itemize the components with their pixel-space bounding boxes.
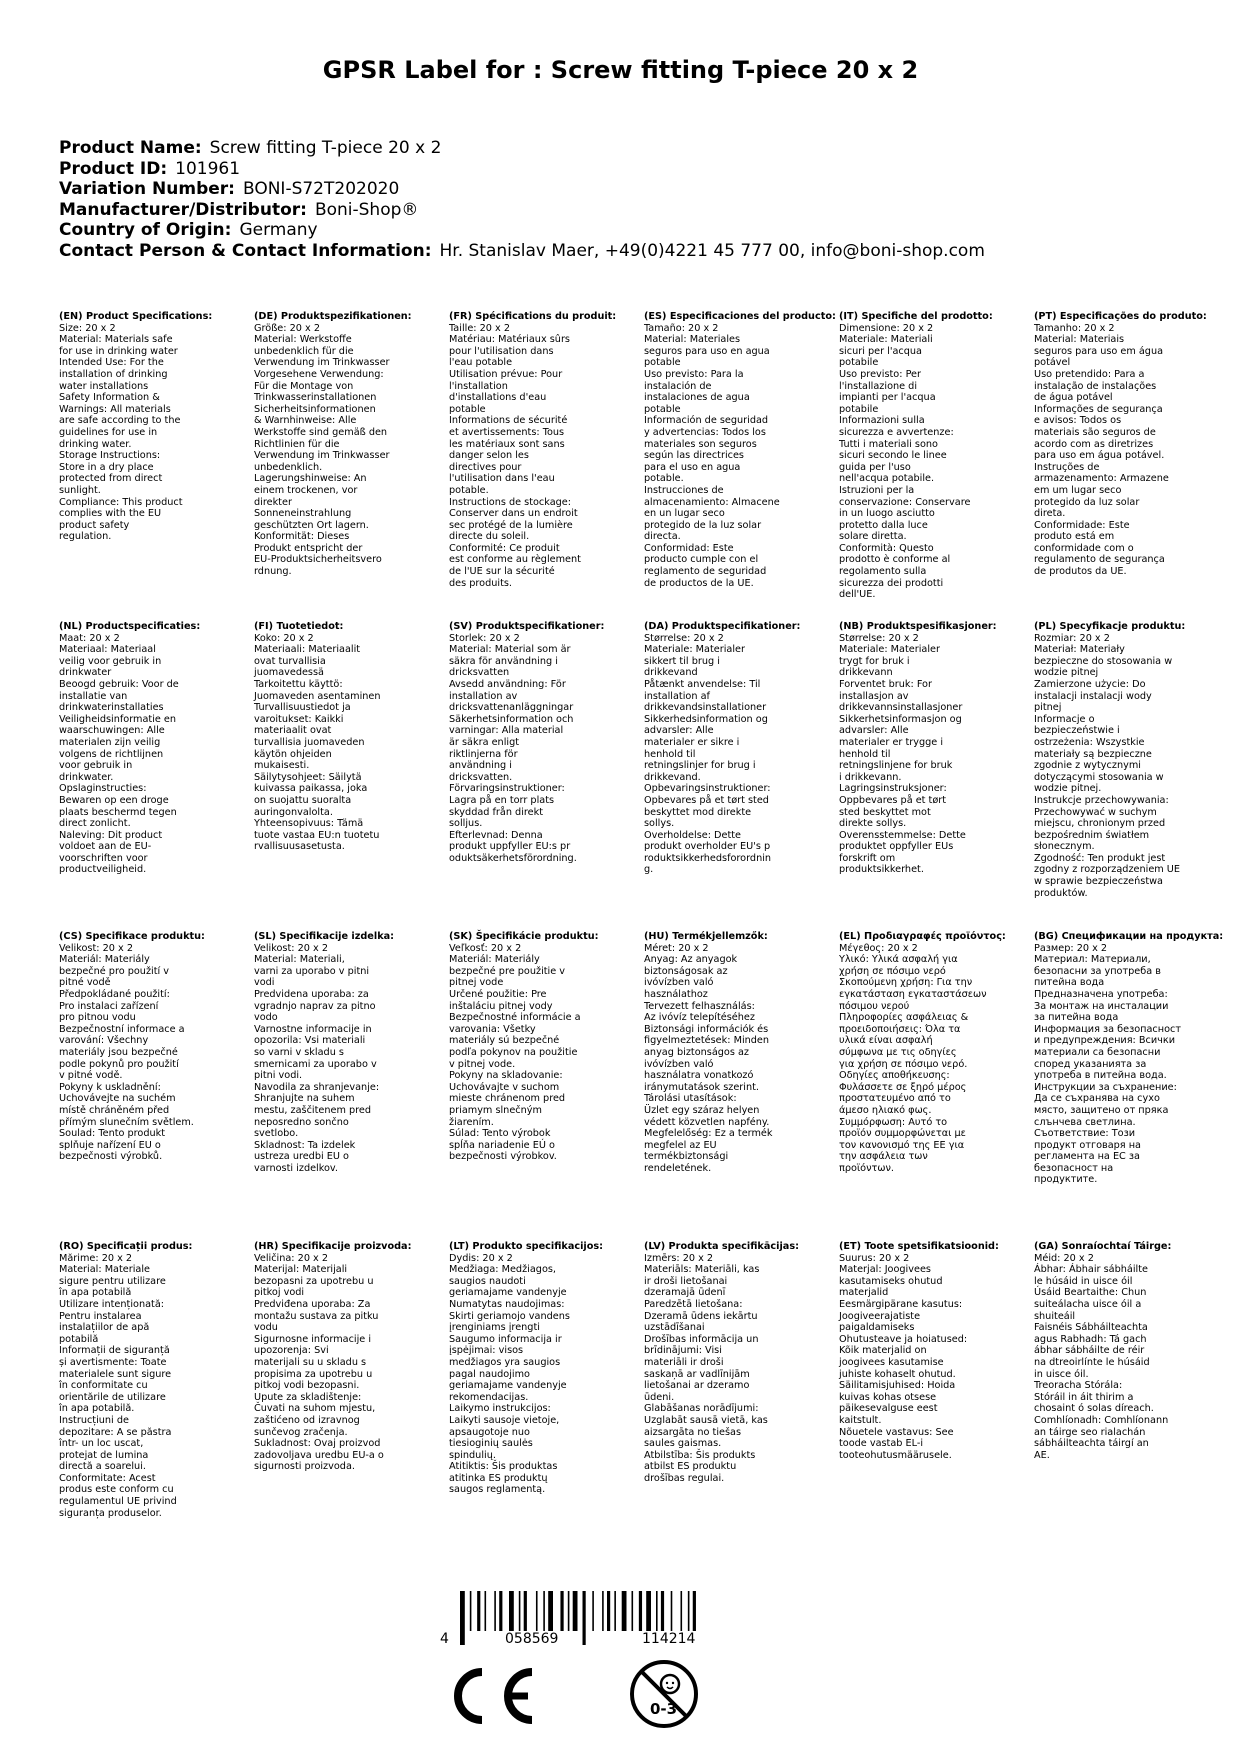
barcode-bar [524, 1591, 527, 1631]
spec-heading: (ES) Especificaciones del producto: [644, 311, 836, 322]
spec-text: Velikost: 20 x 2 Materiál: Materiály bezpečné pro použití v pitné vodě Předpokládané použití: Pro instalaci zařízení pro pitnou vodu Bezpečnostní informace a varování: Všechny materiály jsou bezpečné podle pokynů pro použití v pitné vodě. Pokyny k uskladnění: Uchovávejte na suchém místě chráněném před přímým slunečním světlem. Soulad: Tento produkt splňuje nařízení EU o bezpečnosti výrobků. [59, 942, 194, 1163]
spec-text: Größe: 20 x 2 Material: Werkstoffe unbedenklich für die Verwendung im Trinkwasser Vorgesehene Verwendung: Für die Montage von Trinkwasserinstallationen Sicherheitsinformationen & Warnhinweise: Alle Werkstoffe sind gemäß den Richtlinien für die Verwendung im Trinkwasser unbedenklich. Lagerungshinweise: An einem trockenen, vor direkter Sonneneinstrahlung geschützten Ort lagern. Konformität: Dieses Produkt entspricht der EU-Produktsicherheitsvero rdnung. [254, 322, 390, 578]
spec-text: Størrelse: 20 x 2 Materiale: Materialer trygt for bruk i drikkevann Forventet bruk: For installasjon av drikkevannsinstallasjoner Sikkerhetsinformasjon og advarsler: Alle materialer er trygge i henhold til retningslinjene for bruk i drikkevann. Lagringsinstruksjoner: Oppbevares på et tørt sted beskyttet mot direkte sollys. Overensstemmelse: Dette produktet oppfyller EUs forskrift om produktsikkerhet. [839, 632, 966, 876]
spec-block [1034, 931, 1226, 1186]
spec-heading: (HU) Termékjellemzők: [644, 931, 768, 942]
barcode-digits-1: 4 [440, 1631, 449, 1647]
barcode-bar [460, 1591, 465, 1645]
spec-text: Méret: 20 x 2 Anyag: Az anyagok biztonságosak az ivóvízben való használathoz Tervezett felhasználás: Az ivóvíz telepítéséhez Biztonsági információk és figyelmeztetések: Minden anyag biztonságos az ivóvízben való használatra vonatkozó iránymutatások szerint. Tárolási utasítások: Üzlet egy száraz helyen védett közvetlen napfény. Megfelelőség: Ez a termék megfelel az EU termékbiztonsági rendeletének. [644, 942, 773, 1174]
barcode-bar [592, 1591, 594, 1631]
spec-heading: (SL) Specifikacije izdelka: [254, 931, 395, 942]
spec-text: Rozmiar: 20 x 2 Materiał: Materiały bezpieczne do stosowania w wodzie pitnej Zamierzone użycie: Do instalacji instalacji wody pitnej Informacje o bezpieczeństwie i ostrzeżenia: Wszystkie materiały są bezpieczne zgodnie z wytycznymi dotyczącymi stosowania w wodzie pitnej. Instrukcje przechowywania: Przechowywać w suchym miejscu, chronionym przed bezpośrednim światłem słonecznym. Zgodność: Ten produkt jest zgodny z rozporządzeniem UE w sprawie bezpieczeństwa produktów. [1034, 632, 1181, 899]
info-value: Hr. Stanislav Maer, +49(0)4221 45 777 00, info@boni-shop.com [439, 240, 985, 261]
spec-heading: (BG) Спецификации на продукта: [1034, 931, 1224, 942]
info-value: Germany [239, 220, 318, 241]
barcode-bar [509, 1591, 514, 1631]
spec-text: Koko: 20 x 2 Materiaali: Materiaalit ovat turvallisia juomavedessä Tarkoitettu käyttö: Juomaveden asentaminen Turvallisuustiedot ja varoitukset: Kaikki materiaalit ovat turvallisia juomaveden käytön ohjeiden mukaisesti. Säilytysohjeet: Säilytä kuivassa paikassa, joka on suojattu suoralta auringonvalolta. Yhteensopivuus: Tämä tuote vastaa EU:n tuotetu rvallisuusasetusta. [254, 632, 381, 853]
barcode-bar [607, 1591, 610, 1631]
page-title: GPSR Label for : Screw fitting T-piece 20 x 2 [322, 56, 919, 84]
spec-text: Velikost: 20 x 2 Material: Materiali, varni za uporabo v pitni vodi Predvidena uporaba: za vgradnjo naprav za pitno vodo Varnostne informacije in opozorila: Vsi materiali so varni v skladu s smernicami za uporabo v pitni vodi. Navodila za shranjevanje: Shranjujte na suhem mestu, zaščitenem pred neposredno sončno svetlobo. Skladnost: Ta izdelek ustreza uredbi EU o varnosti izdelkov. [254, 942, 380, 1174]
spec-text: Tamaño: 20 x 2 Material: Materiales seguros para uso en agua potable Uso previsto: Para la instalación de instalaciones de agua potable Información de seguridad y advertencias: Todos los materiales son seguros según las directrices para el uso en agua potable. Instrucciones de almacenamiento: Almacene en un lugar seco protegido de la luz solar directa. Conformidad: Este producto cumple con el reglamento de seguridad de productos de la UE. [644, 322, 780, 589]
barcode-bar [573, 1591, 578, 1631]
barcode-bar [536, 1591, 538, 1631]
product-info [59, 138, 985, 262]
barcode-bar [519, 1591, 521, 1631]
info-label: Manufacturer/Distributor: [59, 199, 307, 220]
spec-block [254, 1241, 446, 1473]
spec-text: Taille: 20 x 2 Matériau: Matériaux sûrs pour l'utilisation dans l'eau potable Utilisation prévue: Pour l'installation d'installations d'eau potable Informations de sécurité et avertissements: Tous les matériaux sont sans danger selon les directives pour l'utilisation dans l'eau potable. Instructions de stockage: Conserver dans un endroit sec protégé de la lumière directe du soleil. Conformité: Ce produit est conforme au règlement de l'UE sur la sécurité des produits. [449, 322, 581, 589]
spec-text: Dydis: 20 x 2 Medžiaga: Medžiagos, saugios naudoti geriamajame vandenyje Numatytas naudojimas: Skirti geriamojo vandens įrenginiams įrengti Saugumo informacija ir įspėjimai: visos medžiagos yra saugios pagal naudojimo geriamajame vandenyje rekomendacijas. Laikymo instrukcijos: Laikyti sausoje vietoje, apsaugotoje nuo tiesioginių saulės spindulių. Atitiktis: Šis produktas atitinka ES produktų saugos reglamentą. [449, 1252, 570, 1496]
barcode-digits-2: 058569 [505, 1631, 559, 1647]
spec-text: Размер: 20 x 2 Материал: Материали, безопасни за употреба в питейна вода Предназначена употреба: За монтаж на инсталации за питейна вода Информация за безопасност и предупреждения: Всички материали са безопасни според указанията за употреба в питейна вода. Инструкции за съхранение: Да се съхранява на сухо място, защитено от пряка слънчева светлина. Съответствие: Този продукт отговаря на регламента на ЕС за безопасност на продуктите. [1034, 942, 1181, 1186]
barcode-digits-3: 114214 [642, 1631, 696, 1647]
info-label: Product Name: [59, 138, 202, 158]
spec-block [839, 931, 1031, 1174]
spec-heading: (DA) Produktspecifikationer: [644, 621, 801, 632]
spec-heading: (RO) Specificații produs: [59, 1241, 193, 1252]
age-warning-0-3-icon [628, 1658, 700, 1730]
barcode-bar [688, 1591, 690, 1631]
spec-heading: (NB) Produktspesifikasjoner: [839, 621, 997, 632]
info-label: Product ID: [59, 158, 168, 179]
spec-block [1034, 311, 1226, 578]
spec-block [254, 311, 446, 578]
spec-block [1034, 621, 1226, 899]
spec-text: Veľkosť: 20 x 2 Materiál: Materiály bezpečné pre použitie v pitnej vode Určené použitie: Pre inštaláciu pitnej vody Bezpečnostné informácie a varovania: Všetky materiály sú bezpečné podľa pokynov na použitie v pitnej vode. Pokyny na skladovanie: Uchovávajte v suchom mieste chránenom pred priamym slnečným žiarením. Súlad: Tento výrobok spĺňa nariadenie EÚ o bezpečnosti výrobkov. [449, 942, 581, 1163]
spec-heading: (CS) Specifikace produktu: [59, 931, 205, 942]
spec-heading: (PT) Especificações do produto: [1034, 311, 1207, 322]
info-label: Country of Origin: [59, 220, 232, 241]
spec-text: Maat: 20 x 2 Materiaal: Materiaal veilig voor gebruik in drinkwater Beoogd gebruik: Voor de installatie van drinkwaterinstallaties Veiligheidsinformatie en waarschuwingen: Alle materialen zijn veilig volgens de richtlijnen voor gebruik in drinkwater. Opslaginstructies: Bewaren op een droge plaats beschermd tegen direct zonlicht. Naleving: Dit product voldoet aan de EU- voorschriften voor productveiligheid. [59, 632, 179, 876]
ce-mark-icon [452, 1664, 540, 1728]
barcode-bar [622, 1591, 627, 1631]
info-value: Screw fitting T-piece 20 x 2 [209, 138, 442, 158]
spec-text: Dimensione: 20 x 2 Materiale: Materiali sicuri per l'acqua potabile Uso previsto: Per l'installazione di impianti per l'acqua potabile Informazioni sulla sicurezza e avvertenze: Tutti i materiali sono sicuri secondo le linee guida per l'uso nell'acqua potabile. Istruzioni per la conservazione: Conservare in un luogo asciutto protetto dalla luce solare diretta. Conformità: Questo prodotto è conforme al regolamento sulla sicurezza dei prodotti dell'UE. [839, 322, 971, 601]
barcode-bar [548, 1591, 553, 1631]
barcode [440, 1591, 780, 1645]
spec-text: Size: 20 x 2 Material: Materials safe for use in drinking water Intended Use: For the installation of drinking water installations Safety Information & Warnings: All materials are safe according to the guidelines for use in drinking water. Storage Instructions: Store in a dry place protected from direct sunlight. Compliance: This product complies with the EU product safety regulation. [59, 322, 183, 543]
spec-block [449, 621, 641, 864]
spec-text: Izmērs: 20 x 2 Materiāls: Materiāli, kas ir droši lietošanai dzeramajā ūdenī Paredzētā lietošana: Dzeramā ūdens iekārtu uzstādīšanai Drošības informācija un brīdinājumi: Visi materiāli ir droši saskaņā ar vadlīnijām lietošanai ar dzeramo ūdeni. Glabāšanas norādījumi: Uzglabāt sausā vietā, kas aizsargāta no tiešas saules gaismas. Atbilstība: Šis produkts atbilst ES produktu drošības regulai. [644, 1252, 768, 1484]
spec-block [644, 621, 836, 876]
barcode-bar [602, 1591, 604, 1631]
barcode-bar [560, 1591, 563, 1631]
spec-heading: (EL) Προδιαγραφές προϊόντος: [839, 931, 1006, 942]
spec-block [59, 311, 251, 543]
spec-block [839, 311, 1031, 601]
contact-row [59, 241, 985, 262]
barcode-bar [485, 1591, 487, 1631]
spec-text: Størrelse: 20 x 2 Materiale: Materialer sikkert til brug i drikkevand Påtænkt anvendelse: Til installation af drikkevandsinstallationer Sikkerhedsinformation og advarsler: Alle materialer er sikre i henhold til retningslinjer for brug i drikkevand. Opbevaringsinstruktioner: Opbevares på et tørt sted beskyttet mod direkte sollys. Overholdelse: Dette produkt overholder EU's p roduktsikkerhedsforordnin g. [644, 632, 772, 876]
barcode-bar [568, 1591, 570, 1631]
spec-block [254, 931, 446, 1174]
spec-text: Suurus: 20 x 2 Materjal: Joogivees kasutamiseks ohutud materjalid Eesmärgipärane kasutus: Joogiveerajatiste paigaldamiseks Ohutusteave ja hoiatused: Kõik materjalid on joogivees kasutamise juhiste kohaselt ohutud. Säilitamisjuhised: Hoida kuivas kohas otsese päikesevalguse eest kaitstult. Nõuetele vastavus: See toode vastab EL-i tooteohutusmäärusele. [839, 1252, 968, 1461]
spec-block [254, 621, 446, 853]
spec-heading: (FI) Tuotetiedot: [254, 621, 344, 632]
spec-block [839, 621, 1031, 876]
country-row [59, 220, 985, 241]
product-id-row [59, 159, 985, 180]
spec-block [644, 931, 836, 1174]
spec-heading: (EN) Product Specifications: [59, 311, 213, 322]
barcode-bar [583, 1591, 586, 1645]
barcode-bar [656, 1591, 658, 1631]
barcode-bar [543, 1591, 545, 1631]
info-label: Contact Person & Contact Information: [59, 240, 432, 261]
spec-heading: (DE) Produktspezifikationen: [254, 311, 412, 322]
spec-heading: (LT) Produkto specifikacijos: [449, 1241, 604, 1252]
spec-block [839, 1241, 1031, 1461]
spec-block [449, 931, 641, 1163]
spec-heading: (NL) Productspecificaties: [59, 621, 201, 632]
spec-heading: (PL) Specyfikacje produktu: [1034, 621, 1186, 632]
barcode-bar [681, 1591, 683, 1631]
spec-text: Veličina: 20 x 2 Materijal: Materijali bezopasni za upotrebu u pitkoj vodi Predviđena uporaba: Za montažu sustava za pitku vodu Sigurnosne informacije i upozorenja: Svi materijali su u skladu s propisima za upotrebu u pitkoj vodi bezopasni. Upute za skladištenje: Čuvati na suhom mjestu, zaštićeno od izravnog sunčevog zračenja. Sukladnost: Ovaj proizvod zadovoljava uredbu EU-a o sigurnosti proizvoda. [254, 1252, 384, 1473]
spec-block [59, 931, 251, 1163]
barcode-bar [632, 1591, 634, 1631]
spec-block [644, 311, 836, 589]
manufacturer-row [59, 200, 985, 221]
spec-heading: (GA) Sonraíochtaí Táirge: [1034, 1241, 1172, 1252]
spec-text: Μέγεθος: 20 x 2 Υλικό: Υλικά ασφαλή για χρήση σε πόσιμο νερό Σκοπούμενη χρήση: Για την εγκατάσταση εγκαταστάσεων πόσιμου νερού Πληροφορίες ασφάλειας & προειδοποιήσεις: Όλα τα υλικά είναι ασφαλή σύμφωνα με τις οδηγίες για χρήση σε πόσιμο νερό. Οδηγίες αποθήκευσης: Φυλάσσετε σε ξηρό μέρος προστατευμένο από το άμεσο ηλιακό φως. Συμμόρφωση: Αυτό το προϊόν συμμορφώνεται με τον κανονισμό της ΕΕ για την ασφάλεια των προϊόντων. [839, 942, 987, 1174]
spec-text: Tamanho: 20 x 2 Material: Materiais seguros para uso em água potável Uso pretendido: Para a instalação de instalações de água potável Informações de segurança e avisos: Todos os materiais são seguros de acordo com as diretrizes para uso em água potável. Instruções de armazenamento: Armazene em um lugar seco protegido da luz solar direta. Conformidade: Este produto está em conformidade com o regulamento de segurança de produtos da UE. [1034, 322, 1169, 578]
barcode-bar [494, 1591, 496, 1631]
info-value: Boni-Shop® [314, 199, 419, 220]
spec-grid [59, 311, 1229, 1541]
info-value: 101961 [175, 158, 241, 179]
svg-text:0-3: 0-3 [650, 1700, 678, 1718]
spec-block [59, 1241, 251, 1519]
barcode-bar [639, 1591, 642, 1631]
spec-heading: (FR) Spécifications du produit: [449, 311, 617, 322]
barcode-bar [499, 1591, 502, 1631]
info-value: BONI-S72T202020 [242, 179, 400, 200]
spec-text: Storlek: 20 x 2 Material: Material som är säkra för användning i dricksvatten Avsedd användning: För installation av dricksvattenanläggningar Säkerhetsinformation och varningar: Alla material är säkra enligt riktlinjerna för användning i dricksvatten. Förvaringsinstruktioner: Lagra på en torr plats skyddad från direkt solljus. Efterlevnad: Denna produkt uppfyller EU:s pr oduktsäkerhetsförordning. [449, 632, 577, 864]
barcode-bar [614, 1591, 616, 1631]
spec-text: Méid: 20 x 2 Ábhar: Ábhair sábháilte le húsáid in uisce óil Úsáid Beartaithe: Chun suiteálacha uisce óil a shuiteáil Faisnéis Sábháilteachta agus Rabhadh: Tá gach ábhar sábháilte de réir na dtreoirlínte le húsáid in uisce óil. Treoracha Stórála: Stóráil in áit thirim a chosaint ó solas díreach. Comhlíonadh: Comhlíonann an táirge seo rialachán sábháilteachta táirgí an AE. [1034, 1252, 1169, 1461]
barcode-bar [477, 1591, 480, 1631]
info-label: Variation Number: [59, 179, 235, 200]
spec-heading: (IT) Specifiche del prodotto: [839, 311, 993, 322]
spec-heading: (LV) Produkta specifikācijas: [644, 1241, 799, 1252]
spec-heading: (ET) Toote spetsifikatsioonid: [839, 1241, 999, 1252]
barcode-bar [693, 1591, 696, 1631]
spec-block [59, 621, 251, 876]
product-name-row [59, 138, 985, 159]
spec-block [449, 311, 641, 589]
spec-block [1034, 1241, 1226, 1461]
variation-number-row [59, 179, 985, 200]
spec-text: Mărime: 20 x 2 Material: Materiale sigure pentru utilizare în apa potabilă Utilizare intenționată: Pentru instalarea instalațiilor de apă potabilă Informații de siguranță și avertismente: Toate materialele sunt sigure în conformitate cu orientările de utilizare în apa potabilă. Instrucțiuni de depozitare: A se păstra într- un loc uscat, protejat de lumina directă a soarelui. Conformitate: Acest produs este conform cu regulamentul UE privind siguranța produselor. [59, 1252, 177, 1519]
spec-heading: (SK) Špecifikácie produktu: [449, 931, 599, 942]
barcode-bar [671, 1591, 673, 1631]
spec-block [644, 1241, 836, 1484]
spec-heading: (SV) Produktspecifikationer: [449, 621, 605, 632]
barcode-bar [646, 1591, 651, 1631]
barcode-bar [661, 1591, 664, 1631]
spec-heading: (HR) Specifikacije proizvoda: [254, 1241, 412, 1252]
spec-block [449, 1241, 641, 1496]
barcode-bar [470, 1591, 472, 1631]
